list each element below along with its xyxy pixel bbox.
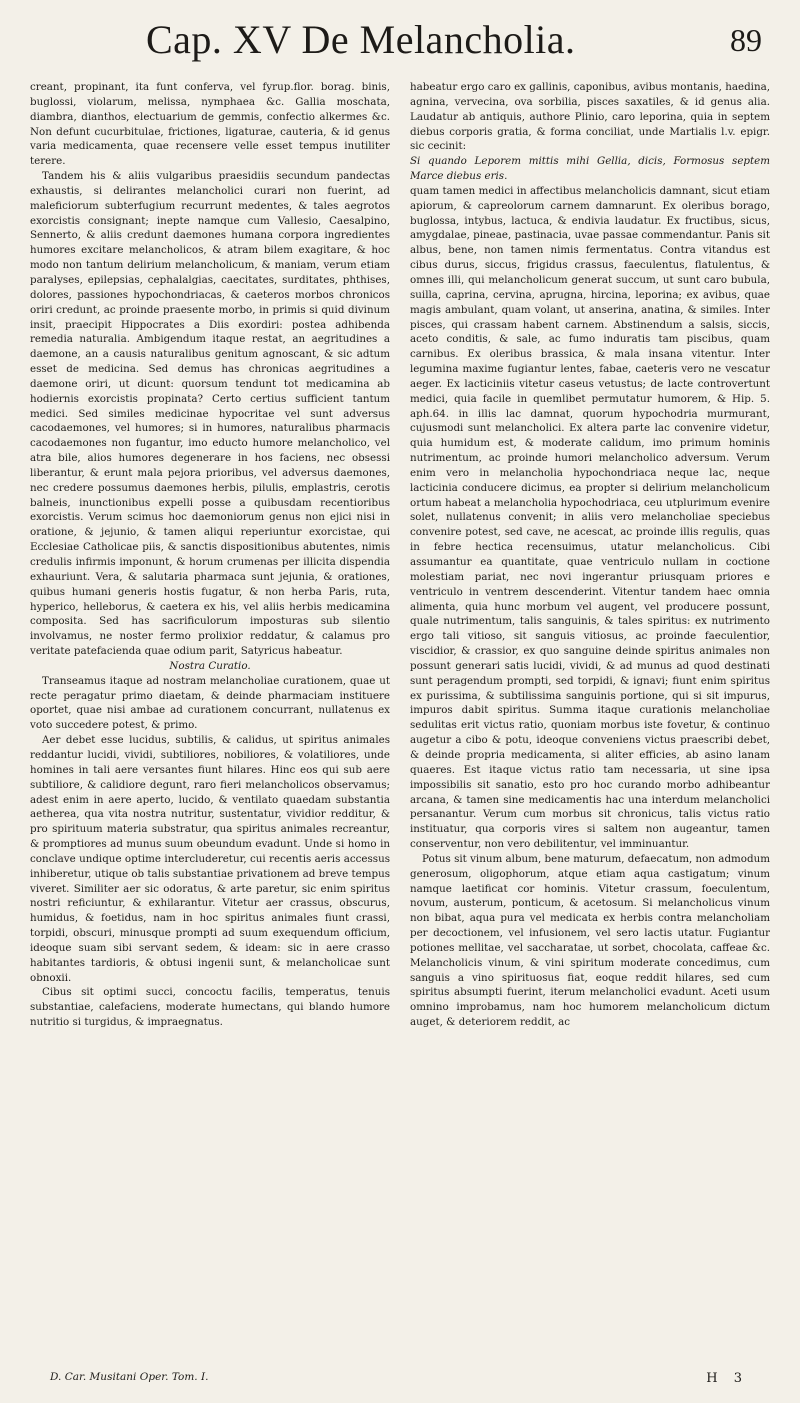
paragraph: Transeamus itaque ad nostram melancholiae curationem, quae ut recte peragatur primo diaetam, & deinde pharmaciam instituere oportet, quae nisi ambae ad curationem concurrant, nullatenus ex voto succedere potest, & primo. — [30, 674, 390, 732]
paragraph: quam tamen medici in affectibus melancholicis damnant, sicut etiam apiorum, & capreolorum carnem damnarunt. Ex oleribus borago, buglossa, intybus, lactuca, & endivia laudatur. Ex fructibus, sicus, amygdalae, pineae, pastinacia, uvae passae commendantur. Panis sit albus, bene, non tamen nimis fermentatus. Contra vitandus est cibus durus, siccus, frigidus crassus, faeculentus, flatulentus, & omnes illi, qui melancholicum generat succum, ut sunt caro bubula, suilla, caprina, cervina, aprugna, hircina, leporina; ex avibus, quae magis ambulant, quam volant, ut anserina, anatina, & similes. Inter pisces, qui crassam habent carnem. Abstinendum a salsis, siccis, aceto conditis, & sale, ac fumo induratis tam piscibus, quam carnibus. Ex oleribus brassica, & mala insana vitentur. Inter legumina maxime fugiantur lentes, fabae, caeteris vero ne vescatur aeger. Ex lacticiniis vitetur caseus vetustus; de lacte controvertunt medici, quia facile in quemlibet permutatur humorem, & Hip. 5. aph.64. in illis lac damnat, quorum hypochodria murmurant, cujusmodi sunt melancholici. Ex altera parte lac convenire videtur, quia humidum est, & moderate calidum, imo primum hominis nutrimentum, ac proinde humori melancholico adversum. Verum enim vero in melancholia hypochondriaca neque lac, neque lacticinia conducere dicimus, ea propter si delirium melancholicum ortum habeat a melancholia hypochodriaca, ceu utplurimum evenire solet, nullatenus convenit; in aliis vero melancholiae speciebus convenire potest, sed cave, ne acescat, ac proinde illis regulis, quas in febre hectica recensuimus, utatur melancholicus. Cibi assumantur ea quantitate, quae ventriculo nullam in coctione molestiam pariat, nec novi ingerantur priusquam priores e ventriculo in ventrem descenderint. Vitentur tandem haec omnia alimenta, quia hunc morbum vel augent, vel producere possunt, quale nutrimentum, talis sanguinis, & tales spiritus: ex nutrimento ergo tali vitioso, sit sanguis vitiosus, ac proinde faeculentior, viscidior, & crassior, ex quo sanguine deinde spiritus animales non possunt generari satis lucidi, vividi, & ad munus ad quod destinati sunt peragendum prompti, sed torpidi, & ignavi; fiunt enim spiritus ex purissima, & subtilissima sanguinis portione, qui si sit impurus, impuros dabit spiritus. Summa itaque curationis melancholiae sedulitas erit victus ratio, quoniam morbus iste fovetur, & continuo augetur a cibo & potu, ideoque conveniens victus praescribi debet, & deinde propria medicamenta, si aliter efficies, ab asino lanam quaeres. Est itaque victus ratio tam necessaria, ut sine ipsa impossibilis sit sanatio, esto pro hoc curando morbo adhibeantur arcana, & tamen sine medicamentis hac una interdum melancholici persanantur. Verum cum morbus sit chronicus, talis victus ratio instituatur, qua corporis vires si saltem non augeantur, tamen conserventur, non vero debilitentur, vel imminuantur. — [410, 184, 770, 851]
page-header — [0, 8, 800, 70]
gathering-mark: H 3 — [706, 1371, 748, 1386]
page-footer — [30, 1371, 770, 1389]
page-number: 89 — [730, 22, 762, 58]
paragraph: creant, propinant, ita funt conferva, vel fyrup.flor. borag. binis, buglossi, violarum, melissa, nymphaea &c. Gallia moschata, diambra, dianthos, electuarium de gemmis, confectio alkermes &c. Non defunt cucurbitulae, frictiones, ligaturae, cauteria, & id genus varia medicamenta, quae recensere velle esset tempus inutiliter terere. — [30, 81, 390, 168]
paragraph: Tandem his & aliis vulgaribus praesidiis secundum pandectas exhaustis, si delirantes melancholici curari non fuerint, ad maleficiorum subterfugium recurrunt medentes, & tales aegrotos exorcistis consignant; inepte namque cum Vallesio, Caesalpino, Sennerto, & aliis credunt daemones humana corpora ingredientes humores excitare melancholicos, & atram bilem exagitare, & hoc modo non tantum delirium melancholicum, & maniam, verum etiam paralyses, epilepsias, cephalalgias, caecitates, surditates, phthises, dolores, passiones hypochondriacas, & caeteros morbos chronicos oriri credunt, ac proinde praesente morbo, in primis si quid divinum insit, praecipit Hippocrates a Diis exordiri: postea adhibenda remedia naturalia. Ambigendum itaque restat, an aegritudines a daemone, an a causis naturalibus genitum agnoscant, & sic adtum esset de medicina. Sed demus has chronicas aegritudines a daemone oriri, ut dicunt: quorsum tendunt tot medicamina ab hodiernis exorcistis propinata? Certo certius sufficient tantum medici. Sed similes medicinae hypocritae vel sunt adversus cacodaemones, vel humores; si in humores, naturalibus pharmacis cacodaemones non fugantur, imo educto humore melancholico, vel atra bile, alios humores degenerare in hos faciens, nec obsessi liberantur, & erunt mala pejora prioribus, vel adversus daemones, nec credere possumus daemones herbis, pilulis, emplastris, cerotis balneis, inunctionibus expelli posse a quibusdam recentioribus exorcistis. Verum scimus hoc daemoniorum genus non ejici nisi in oratione, & jejunio, & tamen aliqui reperiuntur exorcistae, qui Ecclesiae Catholicae piis, & sanctis dispositionibus abutentes, nimis credulis infirmis imponunt, & horum crumenas per illicita dispendia exhauriunt. Vera, & salutaria pharmaca sunt jejunia, & orationes, quibus humani generis hostis fugatur, & non herba Paris, ruta, hyperico, helleborus, & caetera ex his, vel aliis herbis medicamina composita. Sed has sacrificulorum imposturas sub silentio involvamus, ne noster fermo prolixior reddatur, & calamus pro veritate patefacienda quae odium parit, Satyricus habeatur. — [30, 170, 390, 658]
signature-line: D. Car. Musitani Oper. Tom. I. — [50, 1371, 209, 1383]
paragraph: Potus sit vinum album, bene maturum, defaecatum, non admodum generosum, oligophorum, atque etiam aqua castigatum; vinum namque laetificat cor hominis. Vitetur crassum, foeculentum, novum, austerum, ponticum, & acetosum. Si melancholicus vinum non bibat, aqua pura vel medicata ex herbis contra melancholiam per decoctionem, vel infusionem, vel sero lactis utatur. Fugiantur potiones mellitae, vel saccharatae, ut sorbet, chocolata, caffeae &c. Melancholicis vinum, & vini spiritum moderate concedimus, cum sanguis a vino spirituosus fiat, eoque reddit hilares, sed cum spiritus absumpti fuerint, iterum melancholici evadunt. Aceti usum omnino improbamus, nam hoc humorem melancholicum dictum auget, & deteriorem reddit, ac — [410, 852, 770, 1029]
right-column — [410, 80, 770, 1370]
paragraph: Aer debet esse lucidus, subtilis, & calidus, ut spiritus animales reddantur lucidi, vividi, subtiliores, nobiliores, & volatiliores, unde homines in tali aere versantes fiunt hilares. Hinc eos qui sub aere subtiliore, & calidiore degunt, raro fieri melancholicos observamus; adest enim in aere aperto, lucido, & ventilato quaedam substantia aetherea, qua vita nostra nutritur, sustentatur, vividior redditur, & pro spirituum materia substratur, qua spiritus animales recreantur, & promptiores ad munus suum obeundum evadunt. Unde si homo in conclave undique optime intercluderetur, cui recentis aeris accessus inhiberetur, utique ob talis substantiae privationem ad breve tempus viveret. Similiter aer sic odoratus, & arte paretur, sic enim spiritus nostri reficiuntur, & exhilarantur. Vitetur aer crassus, obscurus, humidus, & foetidus, nam in hoc spiritus animales fiunt crassi, torpidi, obscuri, minusque prompti ad suum exequendum officium, ideoque suam sibi servant sedem, & ideam: sic in aere crasso habitantes tardioris, & obtusi ingenii sunt, & melancholicae sunt obnoxii. — [30, 734, 390, 984]
paragraph: Nostra Curatio. — [169, 659, 251, 672]
paragraph: Cibus sit optimi succi, concoctu facilis, temperatus, tenuis substantiae, calefaciens, moderate humectans, qui blando humore nutritio si turgidus, & impraegnatus. — [30, 986, 390, 1029]
paragraph: habeatur ergo caro ex gallinis, caponibus, avibus montanis, haedina, agnina, vervecina, ova sorbilia, pisces saxatiles, & id genus alia. Laudatur ab antiquis, authore Plinio, caro leporina, quia in septem diebus corporis gratia, & forma conciliat, unde Martialis l.v. epigr. sic cecinit: — [410, 81, 770, 153]
paragraph: Si quando Leporem mittis mihi Gellia, dicis, Formosus septem Marce diebus eris. — [410, 155, 770, 183]
left-column — [30, 80, 390, 1370]
running-head: Cap. XV De Melancholia. — [146, 17, 576, 62]
